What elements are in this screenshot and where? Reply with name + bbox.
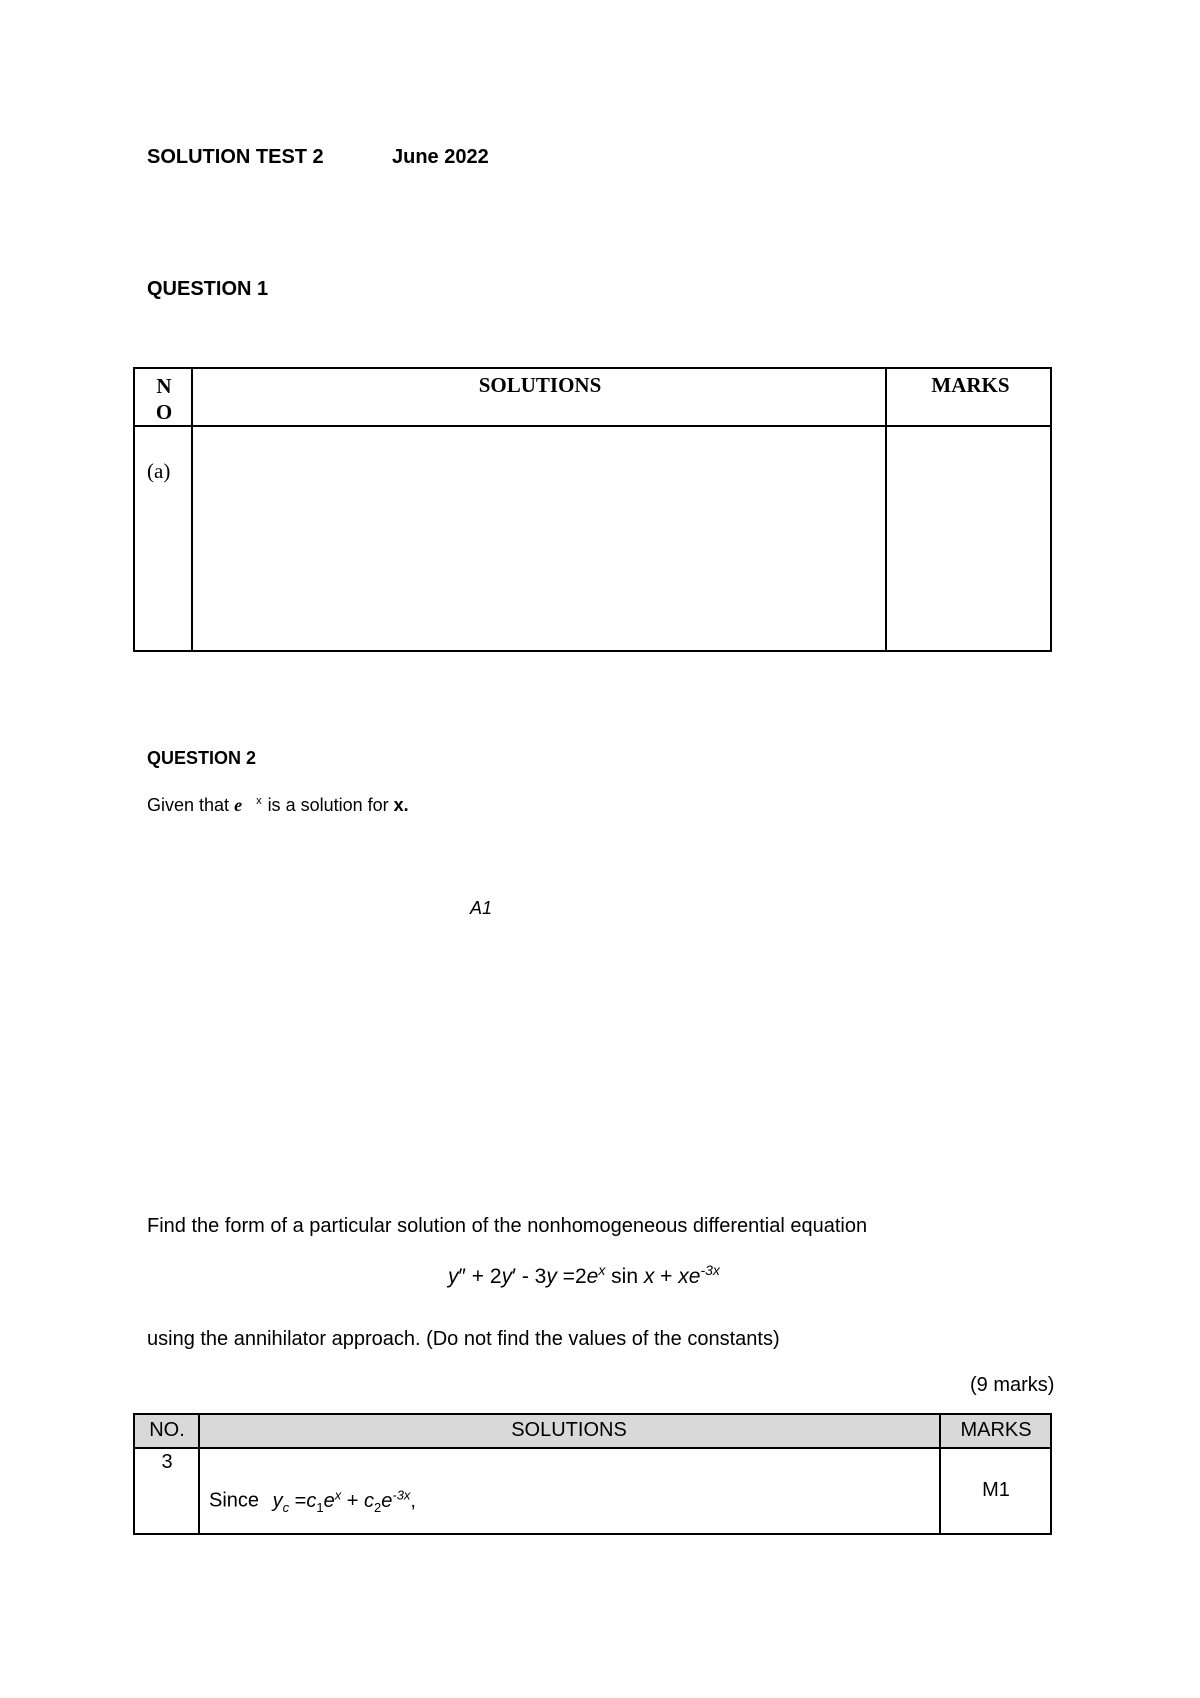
given-suffix: is a solution for xyxy=(267,795,389,815)
column-header-no xyxy=(135,373,193,425)
column-header-marks: MARKS xyxy=(931,373,1010,397)
since-exp1: x xyxy=(334,1487,342,1502)
eq-y1: y xyxy=(448,1265,459,1288)
given-variable: x. xyxy=(393,795,409,815)
column-header-solutions: SOLUTIONS xyxy=(511,1419,627,1441)
document-date: June 2022 xyxy=(392,146,489,168)
row-label-a: (a) xyxy=(147,459,171,483)
eq-plus2: + xyxy=(654,1265,679,1288)
since-comma: , xyxy=(410,1489,416,1512)
since-plus: + xyxy=(341,1489,364,1512)
given-statement xyxy=(147,795,409,816)
since-c2: c xyxy=(364,1489,374,1512)
eq-exp1: x xyxy=(598,1262,606,1278)
question-prompt: Find the form of a particular solution of the nonhomogeneous differential equation xyxy=(147,1215,868,1237)
since-y-sub: c xyxy=(282,1499,290,1515)
eq-prime2: ′ xyxy=(512,1265,516,1288)
column-header-marks: MARKS xyxy=(960,1419,1032,1441)
given-prefix: Given that xyxy=(147,795,230,815)
since-label: Since xyxy=(209,1489,260,1512)
solution-since-line xyxy=(209,1487,416,1515)
eq-plus1: + 2 xyxy=(465,1265,502,1288)
document-title: SOLUTION TEST 2 xyxy=(147,146,324,168)
column-header-no: NO. xyxy=(149,1419,185,1441)
instruction-text: using the annihilator approach. (Do not find the values of the constants) xyxy=(147,1328,780,1350)
question-1-heading: QUESTION 1 xyxy=(147,278,269,300)
question-2-table xyxy=(133,1413,1052,1535)
eq-primes1: ″ xyxy=(458,1265,466,1288)
row-number: 3 xyxy=(161,1451,173,1473)
table-divider xyxy=(885,369,887,650)
question-2-heading: QUESTION 2 xyxy=(147,748,257,768)
eq-y2: y xyxy=(501,1265,513,1288)
since-c1: c xyxy=(306,1489,317,1512)
column-header-no-line2: O xyxy=(155,400,173,424)
column-header-solutions: SOLUTIONS xyxy=(478,373,602,397)
differential-equation xyxy=(448,1262,720,1289)
since-eq: = xyxy=(289,1489,307,1512)
since-c2-sub: 2 xyxy=(374,1499,382,1515)
eq-e1: e xyxy=(586,1265,599,1288)
eq-equals: =2 xyxy=(556,1265,587,1288)
since-equation xyxy=(272,1487,416,1515)
table-divider xyxy=(135,425,1050,427)
since-y: y xyxy=(272,1489,283,1512)
column-header-no-line1: N xyxy=(156,374,172,398)
since-e1: e xyxy=(323,1489,335,1512)
question-1-table xyxy=(133,367,1052,652)
eq-sin: sin xyxy=(605,1265,644,1288)
since-c1-sub: 1 xyxy=(316,1499,324,1515)
given-exponent: x xyxy=(256,795,262,807)
eq-xe: xe xyxy=(678,1265,701,1288)
eq-y3: y xyxy=(546,1265,557,1288)
since-exp2: -3x xyxy=(392,1487,411,1502)
since-e2: e xyxy=(381,1489,393,1512)
mark-a1: A1 xyxy=(470,898,493,918)
row-mark-m1: M1 xyxy=(982,1479,1010,1501)
given-e: e xyxy=(234,795,243,815)
marks-total: (9 marks) xyxy=(970,1374,1055,1396)
eq-x1: x xyxy=(643,1265,655,1288)
eq-exp2: -3x xyxy=(700,1262,720,1278)
eq-minus: - 3 xyxy=(516,1265,547,1288)
